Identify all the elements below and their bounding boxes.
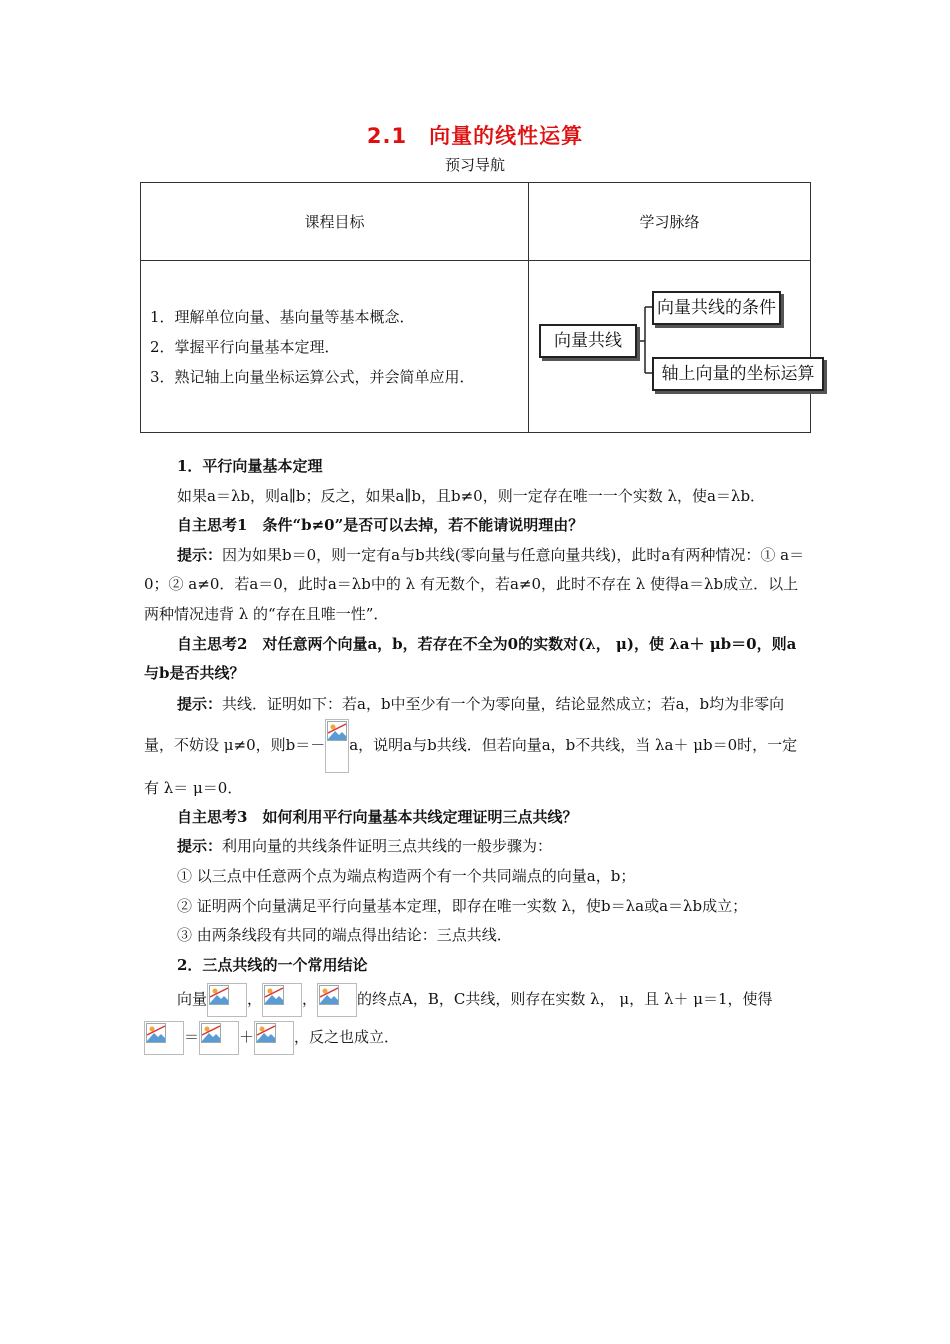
concept-map-branch-condition: 向量共线的条件	[652, 291, 781, 325]
broken-image-icon	[144, 1021, 184, 1055]
goals-header: 课程目标	[141, 183, 529, 261]
think1-hint: 因为如果b＝0，则一定有a与b共线(零向量与任意向量共线)，此时a有两种情况：① a＝0；② a≠0．若a＝0，此时a＝λb中的 λ 有无数个，若a≠0，此时不存在 λ 使得a＝λb成立．以上两种情况违背 λ 的“存在且唯一性”．	[144, 545, 805, 623]
think2-label: 自主思考2	[177, 634, 248, 653]
plus-sign: ＋	[239, 1028, 255, 1047]
think1-label: 自主思考1	[177, 516, 248, 535]
separator: ，	[302, 990, 318, 1009]
think3-step: ③ 由两条线段有共同的端点得出结论：三点共线．	[177, 926, 512, 945]
section2-text-part3: ，反之也成立．	[294, 1028, 400, 1047]
think3-hint-label: 提示：	[177, 837, 223, 856]
separator: ，	[247, 990, 263, 1009]
section1-theorem: 如果a＝λb，则a∥b；反之，如果a∥b，且b≠0，则一定存在唯一一个实数 λ，使a＝λb．	[177, 486, 766, 505]
concept-map-branch-axis: 轴上向量的坐标运算	[652, 357, 824, 391]
think2-hint-part1: 共线．证明如下：若a，b中至少有一个为零向量，结论显然成立；若a，b均为非零向量，不妨设 μ≠0，则b＝－	[144, 694, 785, 754]
concept-map-root: 向量共线	[539, 324, 637, 358]
goals-cell	[141, 261, 529, 433]
broken-image-icon	[199, 1021, 239, 1055]
think3-step: ② 证明两个向量满足平行向量基本定理，即存在唯一实数 λ，使b＝λa或a＝λb成立；	[177, 896, 748, 915]
page-title	[0, 120, 950, 150]
think3-hint: 利用向量的共线条件证明三点共线的一般步骤为：	[222, 837, 553, 856]
title-number: 2.1	[366, 124, 408, 148]
think2-hint-label: 提示：	[177, 694, 223, 713]
goal-item: 3．熟记轴上向量坐标运算公式，并会简单应用．	[150, 367, 475, 386]
goal-item: 2．掌握平行向量基本定理．	[150, 337, 340, 356]
equals-sign: ＝	[184, 1028, 200, 1047]
think3-step: ① 以三点中任意两个点为端点构造两个有一个共同端点的向量a，b；	[177, 866, 636, 885]
goal-item: 1．理解单位向量、基向量等基本概念．	[150, 307, 415, 326]
section2-heading: 2．三点共线的一个常用结论	[177, 955, 368, 974]
main-content	[144, 452, 808, 1056]
broken-image-icon	[254, 1021, 294, 1055]
title-text: 向量的线性运算	[429, 124, 584, 148]
think2-hint-part2: a，说明a与b共线．但若向量a，b不共线，当 λa＋ μb＝0时，一定有 λ＝ μ＝0．	[144, 735, 798, 797]
concept-map-cell	[529, 261, 815, 433]
subtitle: 预习导航	[444, 156, 505, 174]
section1-heading: 1．平行向量基本定理	[177, 457, 323, 475]
broken-image-icon	[317, 983, 357, 1017]
think3-label: 自主思考3	[177, 807, 248, 826]
think1-hint-label: 提示：	[177, 545, 223, 564]
think2-question: 对任意两个向量a，b，若存在不全为0的实数对(λ， μ)，使 λa＋ μb＝0，则a与b是否共线？	[144, 634, 797, 683]
section2-text-part1: 向量	[177, 990, 208, 1009]
broken-image-icon	[207, 983, 247, 1017]
think1-question: 条件“b≠0”是否可以去掉，若不能请说明理由？	[262, 516, 584, 535]
broken-image-icon	[325, 719, 349, 773]
think3-question: 如何利用平行向量基本共线定理证明三点共线？	[262, 807, 578, 826]
broken-image-icon	[262, 983, 302, 1017]
section2-text-part2: 的终点A，B，C共线，则存在实数 λ， μ，且 λ＋ μ＝1，使得	[357, 990, 773, 1009]
outline-table	[140, 182, 815, 433]
map-header: 学习脉络	[529, 183, 811, 261]
